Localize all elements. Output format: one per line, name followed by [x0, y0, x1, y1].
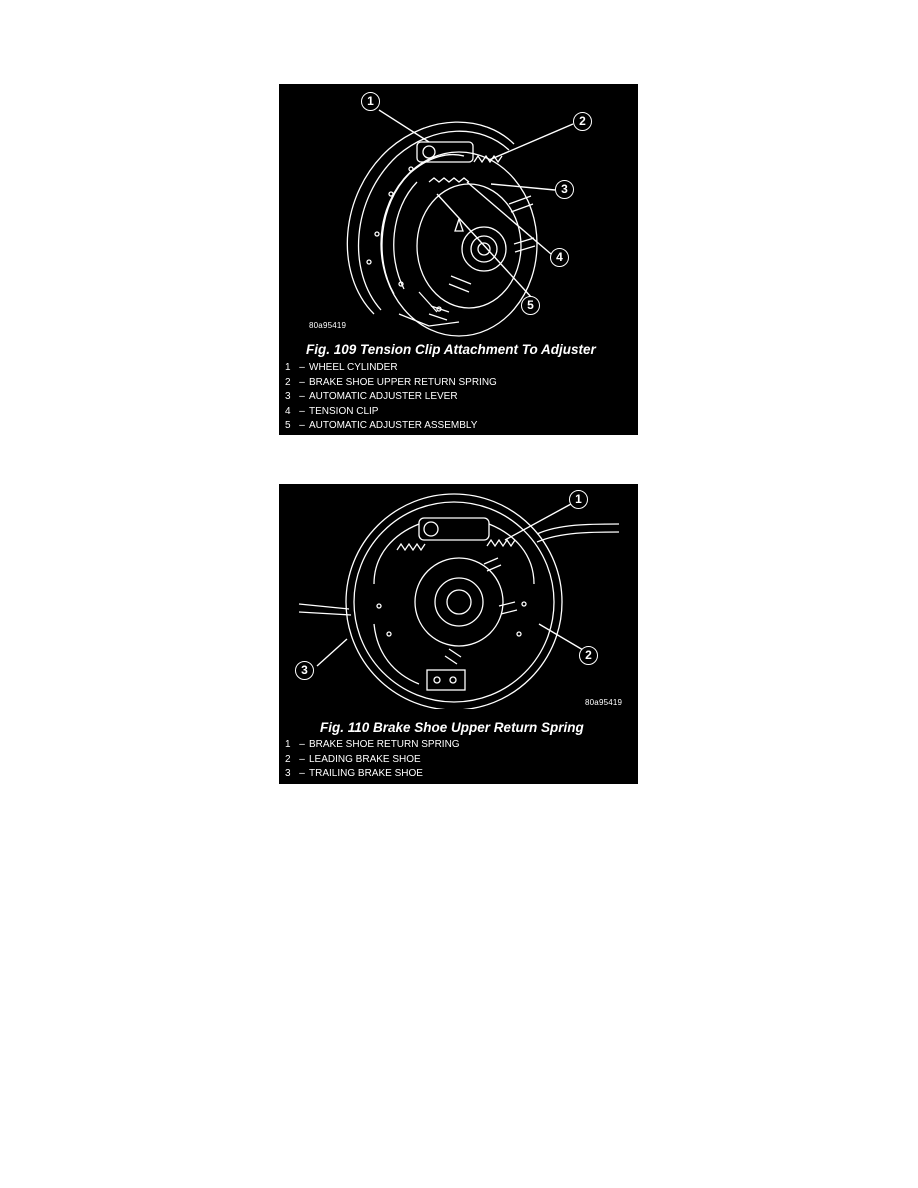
callout-2: 2	[573, 112, 592, 131]
legend-item: 3 – TRAILING BRAKE SHOE	[285, 768, 423, 780]
image-code: 80a95419	[585, 698, 623, 707]
legend-list	[285, 361, 497, 434]
callout-4: 4	[550, 248, 569, 267]
callout-2: 2	[579, 646, 598, 665]
legend-item: 4 – TENSION CLIP	[285, 405, 379, 417]
legend-item: 1 – WHEEL CYLINDER	[285, 362, 398, 373]
figure-109	[279, 84, 638, 435]
figure-caption: Fig. 110 Brake Shoe Upper Return Spring	[320, 720, 584, 735]
callout-1: 1	[569, 490, 588, 509]
figure-caption: Fig. 109 Tension Clip Attachment To Adjuster	[306, 342, 596, 357]
legend-item: 3 – AUTOMATIC ADJUSTER LEVER	[285, 391, 458, 403]
legend-item: 2 – BRAKE SHOE UPPER RETURN SPRING	[285, 376, 497, 388]
legend-item: 5 – AUTOMATIC ADJUSTER ASSEMBLY	[285, 420, 478, 432]
legend-item: 1 – BRAKE SHOE RETURN SPRING	[285, 739, 460, 750]
legend-item: 2 – LEADING BRAKE SHOE	[285, 753, 421, 765]
brake-assembly-illustration	[279, 484, 638, 709]
callout-5: 5	[521, 296, 540, 315]
callout-1: 1	[361, 92, 380, 111]
callout-3: 3	[555, 180, 574, 199]
figure-110	[279, 484, 638, 784]
image-code: 80a95419	[309, 321, 347, 330]
legend-list	[285, 738, 460, 782]
callout-3: 3	[295, 661, 314, 680]
